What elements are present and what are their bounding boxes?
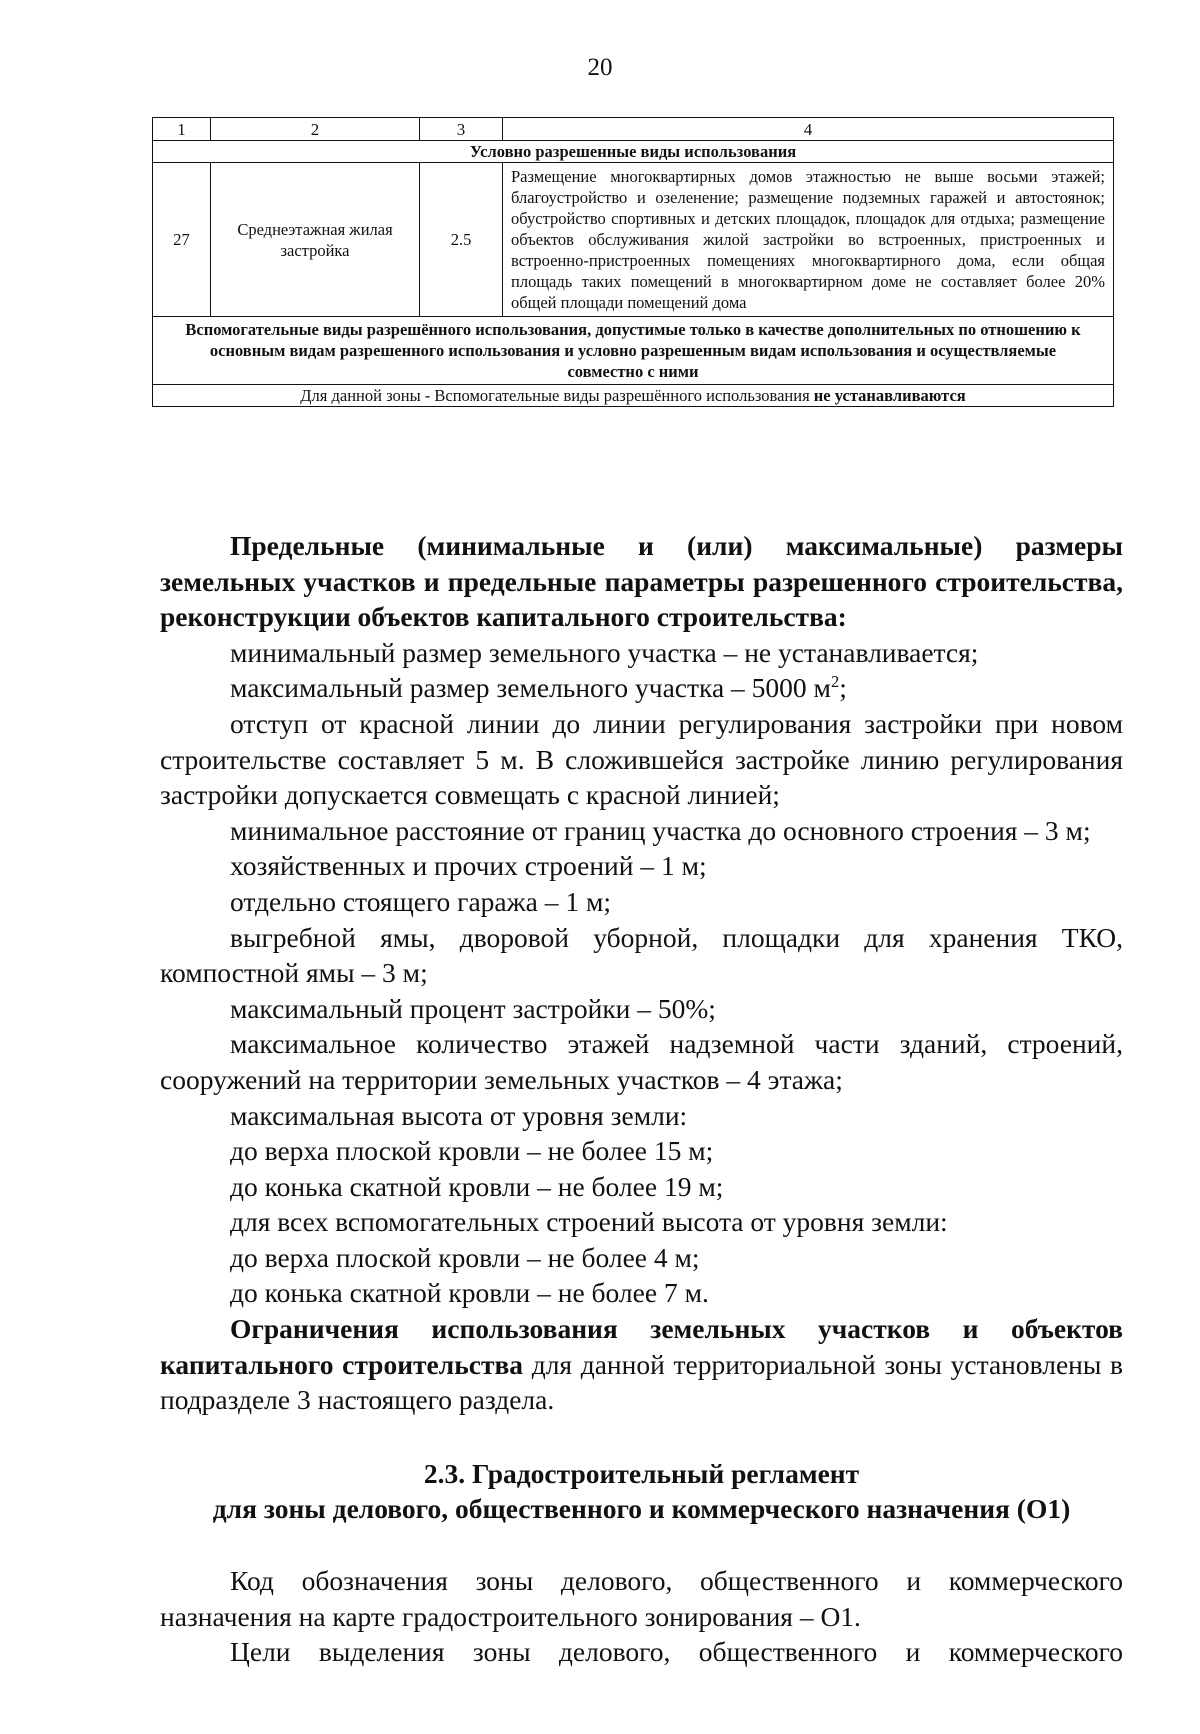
params-heading: Предельные (минимальные и (или) максимальные) размеры земельных участков и предельные параметры разрешенного строительства, реконструкции объектов капитального строительства: bbox=[160, 530, 1123, 633]
section-title-line-2: для зоны делового, общественного и коммерческого назначения (О1) bbox=[212, 1493, 1071, 1525]
zone-goals-paragraph: Цели выделения зоны делового, общественного и коммерческого bbox=[230, 1636, 1123, 1668]
aux-uses-note bbox=[153, 385, 1114, 407]
aux-title-row bbox=[153, 317, 1114, 385]
use-code: 2.5 bbox=[420, 163, 503, 317]
param-aux-pitched-roof: до конька скатной кровли – не более 7 м. bbox=[230, 1277, 709, 1309]
param-aux-height: для всех вспомогательных строений высота от уровня земли: bbox=[230, 1206, 948, 1238]
section-title-row bbox=[153, 141, 1114, 163]
document-body bbox=[160, 528, 1123, 1670]
param-garage: отдельно стоящего гаража – 1 м; bbox=[230, 885, 611, 917]
use-description-main: Размещение многоквартирных домов этажностью не выше восьми этажей; благоустройство и озеленение; размещение подземных гаражей и автостоянок; обустройство спортивных и детских площадок, площадок для отдыха; размещение объектов обслуживания жилой застройки во встроенных, пристроенных и встроенно-пристроенных помещениях многоквартирного дома, если общая площадь таких помещений в многоквартирном доме не составляет более 20% bbox=[511, 167, 1105, 291]
zone-code-paragraph: Код обозначения зоны делового, общественного и коммерческого назначения на карте градостроительного зонирования – О1. bbox=[160, 1565, 1123, 1632]
param-max-floors: максимальное количество этажей надземной части зданий, строений, сооружений на территории земельных участков – 4 этажа; bbox=[160, 1028, 1123, 1095]
col-header-2: 2 bbox=[211, 118, 420, 141]
aux-note-row bbox=[153, 385, 1114, 407]
table-header-row bbox=[153, 118, 1114, 141]
col-header-4: 4 bbox=[503, 118, 1114, 141]
param-setback: отступ от красной линии до линии регулирования застройки при новом строительстве составляет 5 м. В сложившейся застройке линию регулирования застройки допускается совмещать с красной линией; bbox=[160, 707, 1123, 811]
row-number: 27 bbox=[153, 163, 211, 317]
param-max-height: максимальная высота от уровня земли: bbox=[230, 1099, 688, 1131]
restrictions-rest: для данной территориальной зоны установлены в подразделе 3 настоящего раздела. bbox=[160, 1348, 1123, 1416]
use-name: Среднеэтажная жилая застройка bbox=[211, 163, 420, 317]
param-max-plot-text: максимальный размер земельного участка – 5000 м bbox=[230, 672, 831, 704]
aux-uses-title: Вспомогательные виды разрешённого использования, допустимые только в качестве дополнительных по отношению к основным видам разрешенного использования и условно разрешенным видам использования и осуществляемые совместно с ними bbox=[153, 317, 1114, 385]
restrictions-bold: Ограничения использования земельных участков и объектов капитального строительства bbox=[160, 1313, 1123, 1380]
section-title-line-1: 2.3. Градостроительный регламент bbox=[423, 1457, 860, 1489]
param-flat-roof: до верха плоской кровли – не более 15 м; bbox=[230, 1135, 714, 1167]
zoning-table bbox=[152, 117, 1114, 407]
conditional-uses-title: Условно разрешенные виды использования bbox=[153, 141, 1114, 163]
aux-note-prefix: Для данной зоны - Вспомогательные виды разрешённого использования bbox=[300, 386, 810, 405]
param-max-plot-suffix: ; bbox=[839, 672, 847, 704]
param-min-distance: минимальное расстояние от границ участка до основного строения – 3 м; bbox=[230, 814, 1091, 846]
table-row bbox=[153, 163, 1114, 317]
param-min-plot: минимальный размер земельного участка – не устанавливается; bbox=[230, 636, 979, 668]
param-aux-flat-roof: до верха плоской кровли – не более 4 м; bbox=[230, 1241, 700, 1273]
restrictions-paragraph bbox=[160, 1311, 1123, 1418]
col-header-3: 3 bbox=[420, 118, 503, 141]
col-header-1: 1 bbox=[153, 118, 211, 141]
page-number: 20 bbox=[587, 54, 613, 81]
aux-note-bold: не устанавливаются bbox=[813, 386, 966, 405]
param-household: хозяйственных и прочих строений – 1 м; bbox=[230, 850, 707, 882]
use-description-last: общей площади помещений дома bbox=[511, 293, 747, 312]
param-max-plot-sup: 2 bbox=[830, 672, 840, 692]
param-cesspool: выгребной ямы, дворовой уборной, площадки для хранения ТКО, компостной ямы – 3 м; bbox=[160, 921, 1123, 989]
use-description bbox=[503, 163, 1114, 317]
param-max-coverage: максимальный процент застройки – 50%; bbox=[230, 992, 716, 1024]
param-pitched-roof: до конька скатной кровли – не более 19 м; bbox=[230, 1170, 724, 1202]
param-max-plot bbox=[160, 670, 1123, 706]
